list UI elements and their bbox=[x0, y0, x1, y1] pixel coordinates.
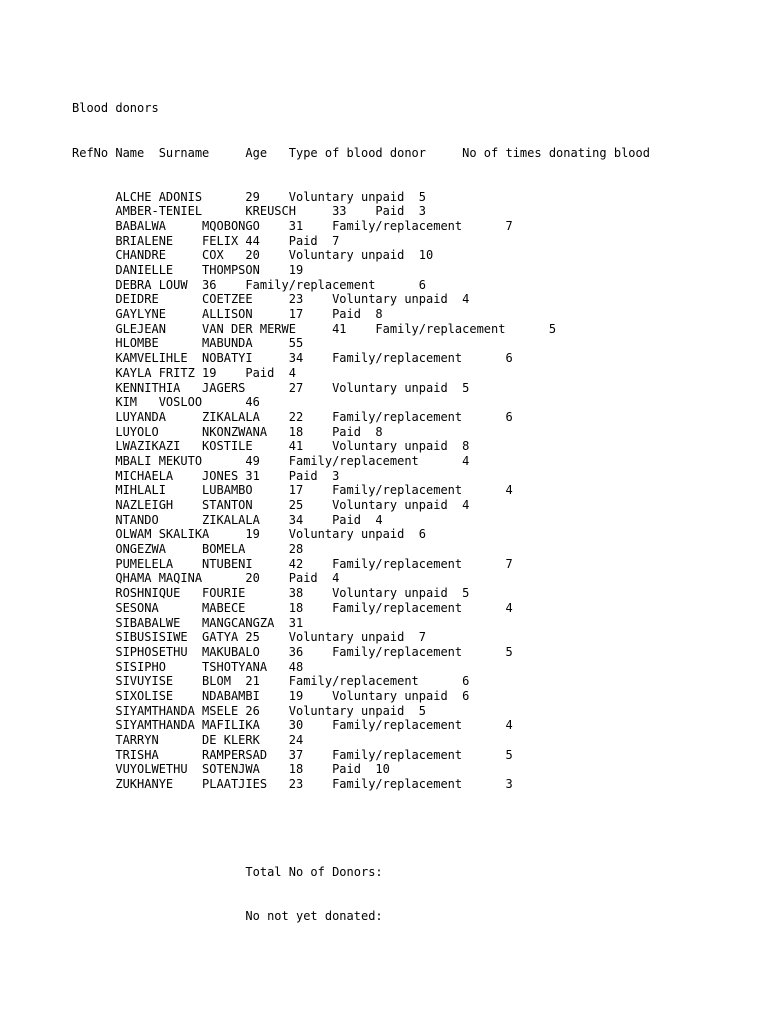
donor-row: DEBRA LOUW 36 Family/replacement 6 bbox=[72, 277, 427, 292]
donor-row: KIM VOSLOO 46 bbox=[72, 395, 260, 410]
donor-row: OLWAM SKALIKA 19 Voluntary unpaid 6 bbox=[72, 527, 427, 542]
donor-row: SIYAMTHANDA MSELE 26 Voluntary unpaid 5 bbox=[72, 703, 427, 718]
donor-row: GAYLYNE ALLISON 17 Paid 8 bbox=[72, 307, 383, 322]
donor-row: TARRYN DE KLERK 24 bbox=[72, 733, 304, 748]
donor-row: SIPHOSETHU MAKUBALO 36 Family/replacement 5 bbox=[72, 644, 513, 659]
donor-row: GLEJEAN VAN DER MERWE 41 Family/replacement 5 bbox=[72, 321, 557, 336]
donor-row: BRIALENE FELIX 44 Paid 7 bbox=[72, 233, 340, 248]
donor-row: DEIDRE COETZEE 23 Voluntary unpaid 4 bbox=[72, 292, 470, 307]
donor-row: HLOMBE MABUNDA 55 bbox=[72, 336, 304, 351]
donor-row: SESONA MABECE 18 Family/replacement 4 bbox=[72, 600, 513, 615]
donor-row: SISIPHO TSHOTYANA 48 bbox=[72, 659, 304, 674]
donor-list bbox=[72, 190, 752, 792]
donor-row: BABALWA MQOBONGO 31 Family/replacement 7 bbox=[72, 218, 513, 233]
donor-row: VUYOLWETHU SOTENJWA 18 Paid 10 bbox=[72, 762, 390, 777]
donor-row: NAZLEIGH STANTON 25 Voluntary unpaid 4 bbox=[72, 498, 470, 513]
donor-row: SIXOLISE NDABAMBI 19 Voluntary unpaid 6 bbox=[72, 688, 470, 703]
donor-row: KENNITHIA JAGERS 27 Voluntary unpaid 5 bbox=[72, 380, 470, 395]
donor-row: ROSHNIQUE FOURIE 38 Voluntary unpaid 5 bbox=[72, 586, 470, 601]
donor-row: NTANDO ZIKALALA 34 Paid 4 bbox=[72, 512, 383, 527]
donor-row: QHAMA MAQINA 20 Paid 4 bbox=[72, 571, 340, 586]
donor-row: DANIELLE THOMPSON 19 bbox=[72, 263, 304, 278]
donor-row: ZUKHANYE PLAATJIES 23 Family/replacement 3 bbox=[72, 777, 513, 792]
donor-row: AMBER-TENIEL KREUSCH 33 Paid 3 bbox=[72, 204, 427, 219]
donor-row: LWAZIKAZI KOSTILE 41 Voluntary unpaid 8 bbox=[72, 439, 470, 454]
column-header-row: RefNo Name Surname Age Type of blood donor No of times donating blood bbox=[72, 145, 650, 160]
not-yet-donated-label: No not yet donated: bbox=[72, 909, 383, 924]
donor-row: SIBUSISIWE GATYA 25 Voluntary unpaid 7 bbox=[72, 630, 427, 645]
document-body bbox=[72, 72, 752, 939]
donor-row: MBALI MEKUTO 49 Family/replacement 4 bbox=[72, 453, 470, 468]
donor-row: LUYOLO NKONZWANA 18 Paid 8 bbox=[72, 424, 383, 439]
donor-row: MIHLALI LUBAMBO 17 Family/replacement 4 bbox=[72, 483, 513, 498]
donor-row: ALCHE ADONIS 29 Voluntary unpaid 5 bbox=[72, 189, 427, 204]
donor-row: SIBABALWE MANGCANGZA 31 bbox=[72, 615, 304, 630]
donor-row: TRISHA RAMPERSAD 37 Family/replacement 5 bbox=[72, 747, 513, 762]
document-title: Blood donors bbox=[72, 101, 159, 116]
donor-row: LUYANDA ZIKALALA 22 Family/replacement 6 bbox=[72, 409, 513, 424]
spacer bbox=[72, 821, 752, 836]
donor-row: SIVUYISE BLOM 21 Family/replacement 6 bbox=[72, 674, 470, 689]
donor-row: MICHAELA JONES 31 Paid 3 bbox=[72, 468, 340, 483]
total-donors-label: Total No of Donors: bbox=[72, 865, 383, 880]
donor-row: ONGEZWA BOMELA 28 bbox=[72, 542, 304, 557]
donor-row: KAYLA FRITZ 19 Paid 4 bbox=[72, 365, 296, 380]
donor-row: SIYAMTHANDA MAFILIKA 30 Family/replacement 4 bbox=[72, 718, 513, 733]
donor-row: KAMVELIHLE NOBATYI 34 Family/replacement 6 bbox=[72, 351, 513, 366]
donor-row: CHANDRE COX 20 Voluntary unpaid 10 bbox=[72, 248, 434, 263]
donor-row: PUMELELA NTUBENI 42 Family/replacement 7 bbox=[72, 556, 513, 571]
